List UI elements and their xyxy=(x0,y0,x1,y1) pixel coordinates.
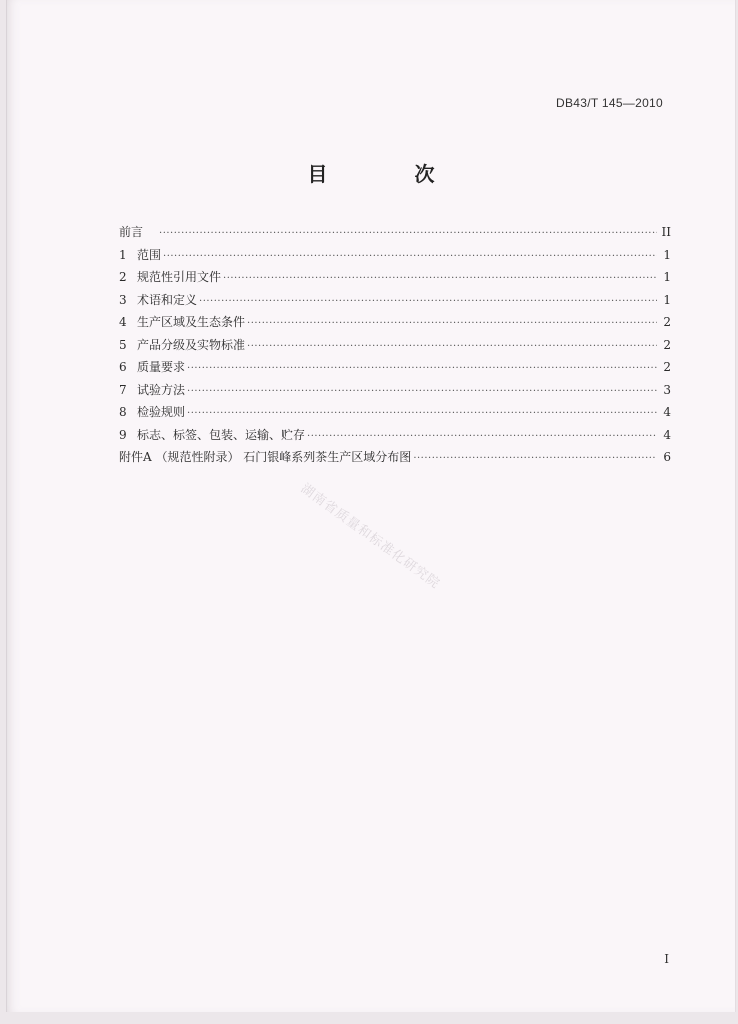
toc-entry-number: 1 xyxy=(119,247,127,262)
dot-leader xyxy=(163,246,657,269)
toc-entry-7[interactable] xyxy=(119,379,671,402)
toc-entry-8[interactable] xyxy=(119,401,671,424)
document-page xyxy=(6,0,736,1012)
toc-entry-page: 2 xyxy=(663,360,671,374)
document-number: DB43/T 145—2010 xyxy=(555,96,663,110)
toc-entry-number: 2 xyxy=(119,270,127,284)
dot-leader xyxy=(223,268,657,291)
toc-entry-page: 6 xyxy=(663,450,671,464)
toc-entry-3[interactable] xyxy=(119,289,671,312)
toc-entry-label: 生产区域及生态条件 xyxy=(137,315,246,329)
toc-entry-label: 产品分级及实物标准 xyxy=(137,337,246,352)
dot-leader xyxy=(247,336,657,359)
toc-entry-2[interactable] xyxy=(119,266,671,289)
toc-entry-page: 1 xyxy=(663,292,671,307)
toc-entry-label: 标志、标签、包装、运输、贮存 xyxy=(137,427,306,442)
toc-entry-number: 6 xyxy=(119,360,127,374)
toc-entry-page: 1 xyxy=(663,270,671,284)
dot-leader xyxy=(187,358,657,381)
table-of-contents xyxy=(119,221,671,469)
toc-entry-5[interactable] xyxy=(119,334,671,357)
toc-entry-number: 5 xyxy=(119,337,127,352)
toc-entry-annex-a[interactable] xyxy=(119,446,671,469)
toc-entry-4[interactable] xyxy=(119,311,671,334)
toc-entry-label: 附件A （规范性附录） 石门银峰系列茶生产区域分布图 xyxy=(119,450,412,464)
watermark-stamp: 湖南省质量和标准化研究院 xyxy=(297,481,443,593)
toc-entry-page: II xyxy=(661,225,671,239)
toc-entry-label: 检验规则 xyxy=(137,405,186,419)
dot-leader xyxy=(187,403,657,426)
toc-entry-page: 1 xyxy=(663,247,671,262)
toc-entry-page: 2 xyxy=(663,337,671,352)
toc-entry-1[interactable] xyxy=(119,244,671,267)
toc-entry-label: 试验方法 xyxy=(137,382,186,397)
toc-entry-foreword[interactable] xyxy=(119,221,671,244)
toc-entry-label: 质量要求 xyxy=(137,360,186,374)
toc-entry-number: 8 xyxy=(119,405,127,419)
toc-entry-label: 术语和定义 xyxy=(137,292,198,307)
toc-entry-page: 4 xyxy=(663,427,671,442)
dot-leader xyxy=(307,426,657,449)
toc-entry-label: 规范性引用文件 xyxy=(137,270,222,284)
toc-entry-label: 前言 xyxy=(119,225,144,239)
dot-leader xyxy=(247,313,657,336)
toc-entry-number: 9 xyxy=(119,427,127,442)
dot-leader xyxy=(159,223,657,246)
toc-entry-9[interactable] xyxy=(119,424,671,447)
page-number: I xyxy=(664,952,669,966)
page-title: 目 次 xyxy=(307,162,475,186)
toc-entry-label: 范围 xyxy=(137,247,162,262)
toc-entry-page: 3 xyxy=(663,382,671,397)
toc-entry-number: 4 xyxy=(119,315,127,329)
dot-leader xyxy=(199,291,657,314)
toc-entry-page: 2 xyxy=(663,315,671,329)
toc-entry-6[interactable] xyxy=(119,356,671,379)
toc-entry-page: 4 xyxy=(663,405,671,419)
toc-entry-number: 3 xyxy=(119,292,127,307)
toc-entry-number: 7 xyxy=(119,382,127,397)
dot-leader xyxy=(187,381,657,404)
dot-leader xyxy=(413,448,657,471)
